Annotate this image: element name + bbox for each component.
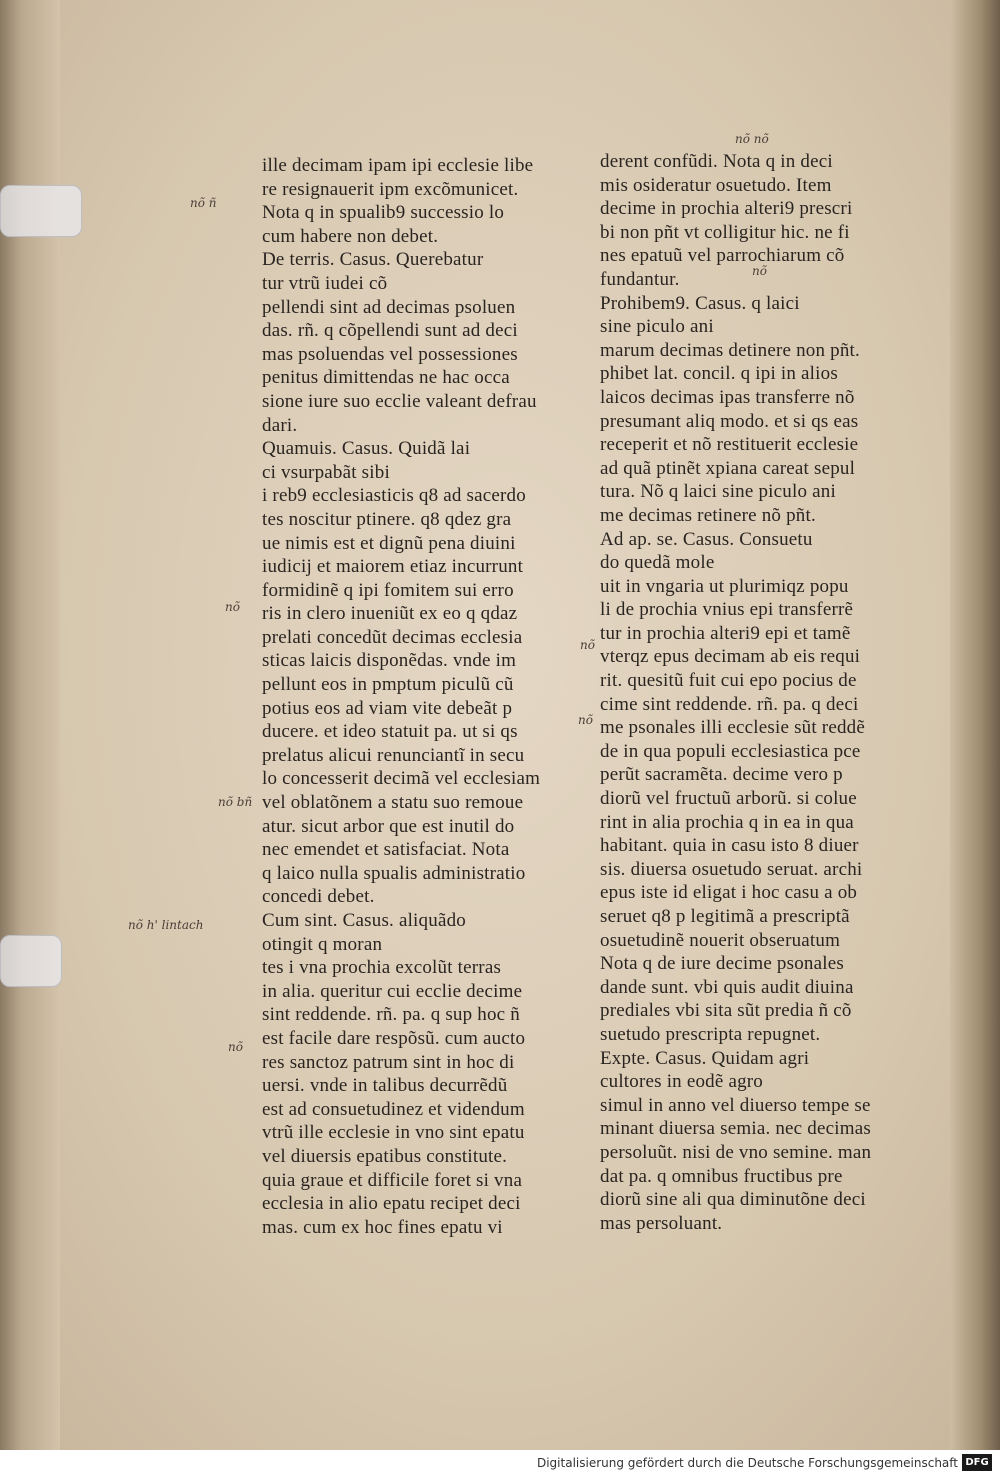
text-line: potius eos ad viam vite debeãt p [262, 697, 513, 719]
text-line: prelatus alicui renunciantĩ in secu [262, 744, 525, 766]
text-line: ue nimis est et dignũ pena diuini [262, 532, 516, 554]
text-line: minant diuersa semia. nec decimas [600, 1118, 871, 1140]
text-line: prelati concedũt decimas ecclesia [262, 626, 523, 648]
text-line: decime in prochia alteri9 prescri [600, 198, 853, 220]
text-line: diorũ sine ali qua diminutõne deci [600, 1189, 866, 1211]
marginal-note: nõ [752, 264, 767, 278]
text-line: ducere. et ideo statuit pa. ut si qs [262, 721, 518, 743]
marginal-note: nõ h' lintach [128, 918, 204, 932]
text-line: bi non pñt vt colligitur hic. ne fi [600, 221, 850, 243]
text-line: iudicij et maiorem etiaz incurrunt [262, 556, 524, 578]
text-line: cultores in eodẽ agro [600, 1071, 764, 1093]
text-line: vtrũ ille ecclesie in vno sint epatu [262, 1122, 525, 1144]
text-line: q laico nulla spualis administratio [262, 862, 526, 884]
marginal-note: nõ [228, 1040, 243, 1054]
text-line: nes epatuũ vel parrochiarum cõ [600, 245, 845, 267]
text-line: sine piculo ani [600, 316, 714, 338]
text-line: vel oblatõnem a statu suo remoue [262, 792, 524, 814]
text-line: nec emendet et satisfaciat. Nota [262, 839, 510, 861]
text-line: in alia. queritur cui ecclie decime [262, 980, 523, 1002]
marginal-note: nõ [578, 713, 593, 727]
text-line: pellendi sint ad decimas psoluen [262, 296, 516, 318]
text-line: dande sunt. vbi quis audit diuina [600, 976, 854, 998]
text-line: Prohibem9. Casus. q laici [600, 292, 800, 314]
text-line: dari. [262, 414, 298, 436]
marginal-note: nõ ñ [190, 196, 217, 210]
text-line: concedi debet. [262, 886, 375, 908]
text-line: ille decimam ipam ipi ecclesie libe [262, 155, 534, 176]
text-line: epus iste id eligat i hoc casu a ob [600, 882, 858, 904]
text-line: vel diuersis epatibus constitute. [262, 1145, 508, 1167]
text-line: marum decimas detinere non pñt. [600, 339, 860, 361]
text-line: formidinẽ q ipi fomitem sui erro [262, 579, 514, 601]
page-clip-bottom [0, 935, 62, 987]
text-line: quia graue et difficile foret si vna [262, 1169, 523, 1191]
text-line: est facile dare respõsũ. cum aucto [262, 1027, 526, 1049]
text-line: lo concesserit decimã vel ecclesiam [262, 768, 541, 790]
text-line: Nota q de iure decime psonales [600, 953, 844, 975]
text-line: Expte. Casus. Quidam agri [600, 1047, 810, 1069]
text-line: presumant aliq modo. et si qs eas [600, 410, 859, 432]
text-line: suetudo prescripta repugnet. [600, 1023, 821, 1045]
text-line: mas psoluendas vel possessiones [262, 343, 518, 365]
page-clip-top [0, 185, 82, 237]
marginal-note: nõ nõ [735, 132, 769, 146]
text-line: sis. diuersa osuetudo seruat. archi [600, 858, 863, 880]
text-line: habitant. quia in casu isto 8 diuer [600, 835, 859, 857]
text-line: seruet q8 p legitimã a prescriptã [600, 906, 850, 927]
marginal-note: nõ [580, 638, 595, 652]
text-line: prediales vbi sita sũt predia ñ cõ [600, 1000, 852, 1022]
text-line: Quamuis. Casus. Quidã lai [262, 438, 471, 460]
text-line: tes noscitur ptinere. q8 qdez gra [262, 508, 512, 530]
text-line: tur vtrũ iudei cõ [262, 272, 388, 294]
text-line: tura. Nõ q laici sine piculo ani [600, 481, 836, 503]
text-line: cum habere non debet. [262, 225, 439, 247]
text-line: laicos decimas ipas transferre nõ [600, 386, 855, 408]
right-column-text [600, 150, 912, 1235]
text-line: diorũ vel fructuũ arborũ. si colue [600, 788, 857, 810]
text-line: tur in prochia alteri9 epi et tamẽ [600, 622, 851, 644]
text-line: me decimas retinere nõ pñt. [600, 504, 816, 526]
text-line: perũt sacramẽta. decime vero p [600, 764, 843, 786]
book-edge-right [950, 0, 1000, 1450]
text-line: fundantur. [600, 268, 680, 290]
dfg-logo-icon: DFG [962, 1454, 992, 1471]
text-line: simul in anno vel diuerso tempe se [600, 1094, 871, 1116]
footer-credit: Digitalisierung gefördert durch die Deutsche Forschungsgemeinschaft [536, 1456, 958, 1470]
text-line: Cum sint. Casus. aliquãdo [262, 910, 466, 931]
text-line: sint reddende. rñ. pa. q sup hoc ñ [262, 1004, 520, 1026]
left-column-text [262, 154, 574, 1239]
text-line: osuetudinẽ nouerit obseruatum [600, 929, 841, 951]
text-line: ci vsurpabãt sibi [262, 461, 390, 483]
text-line: derent confũdi. Nota q in deci [600, 151, 833, 172]
text-line: das. rñ. q cõpellendi sunt ad deci [262, 320, 518, 342]
text-line: persoluũt. nisi de vno semine. man [600, 1141, 872, 1163]
text-line: re resignauerit ipm excõmunicet. [262, 178, 519, 200]
text-line: tes i vna prochia excolũt terras [262, 957, 502, 979]
text-line: Nota q in spualib9 successio lo [262, 202, 505, 224]
text-line: ris in clero inueniũt ex eo q qdaz [262, 603, 518, 625]
text-line: sione iure suo ecclie valeant defrau [262, 390, 537, 412]
text-line: uersi. vnde in talibus decurrẽdũ [262, 1075, 508, 1097]
footer-bar [0, 1450, 1000, 1477]
text-line: atur. sicut arbor que est inutil do [262, 815, 515, 837]
text-line: me psonales illi ecclesie sũt reddẽ [600, 717, 865, 739]
text-line: cime sint reddende. rñ. pa. q deci [600, 693, 859, 715]
text-line: de in qua populi ecclesiastica pce [600, 740, 861, 762]
text-line: vterqz epus decimam ab eis requi [600, 646, 861, 668]
text-column-right [600, 150, 912, 1235]
text-line: Ad ap. se. Casus. Consuetu [600, 528, 813, 550]
text-line: sticas laicis disponẽdas. vnde im [262, 650, 517, 672]
text-line: De terris. Casus. Querebatur [262, 249, 484, 271]
text-line: dat pa. q omnibus fructibus pre [600, 1165, 843, 1187]
marginal-note: nõ bñ [218, 795, 253, 809]
text-line: otingit q moran [262, 933, 383, 955]
text-line: receperit et nõ restituerit ecclesie [600, 434, 859, 456]
text-line: mis osideratur osuetudo. Item [600, 174, 832, 196]
text-line: uit in vngaria ut plurimiqz popu [600, 575, 849, 597]
text-line: do quedã mole [600, 552, 715, 574]
text-line: li de prochia vnius epi transferrẽ [600, 599, 854, 621]
text-line: est ad consuetudinez et videndum [262, 1098, 525, 1120]
text-line: phibet lat. concil. q ipi in alios [600, 363, 838, 385]
marginal-note: nõ [225, 600, 240, 614]
text-line: ad quã ptinẽt xpiana careat sepul [600, 457, 856, 479]
text-line: penitus dimittendas ne hac occa [262, 367, 510, 389]
text-line: res sanctoz patrum sint in hoc di [262, 1051, 515, 1073]
text-line: ecclesia in alio epatu recipet deci [262, 1193, 521, 1215]
text-line: i reb9 ecclesiasticis q8 ad sacerdo [262, 485, 526, 507]
text-line: rit. quesitũ fuit cui epo pocius de [600, 670, 857, 692]
text-column-left [262, 154, 574, 1239]
text-line: mas persoluant. [600, 1212, 723, 1234]
text-line: pellunt eos in pmptum piculũ cũ [262, 674, 514, 696]
text-line: rint in alia prochia q in ea in qua [600, 811, 854, 833]
text-line: mas. cum ex hoc fines epatu vi [262, 1216, 503, 1238]
